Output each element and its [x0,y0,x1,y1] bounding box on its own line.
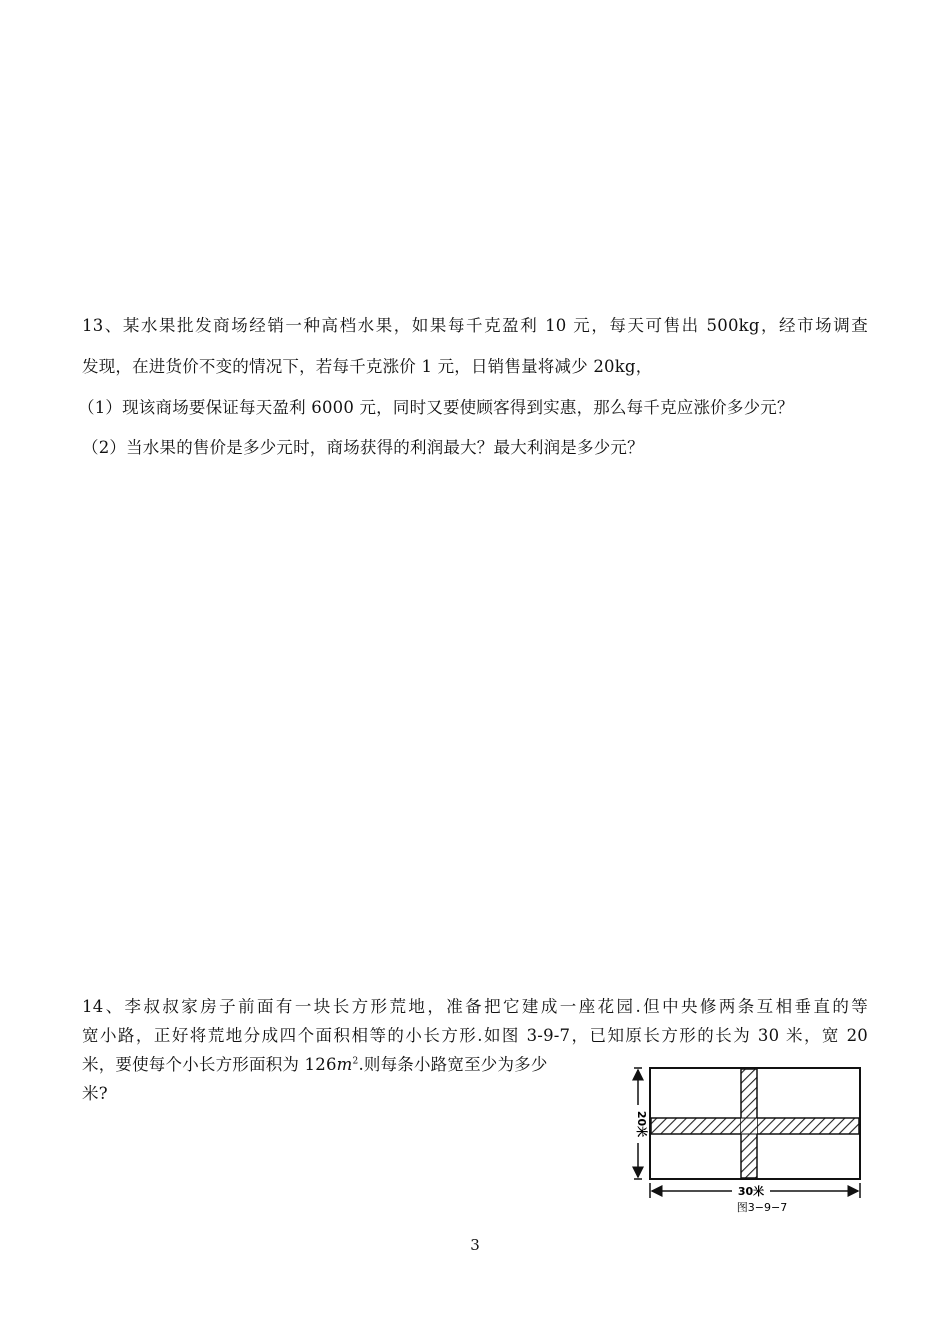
q14-line-3 [82,1051,548,1075]
q14-line-1: 14、李叔叔家房子前面有一块长方形荒地，准备把它建成一座花园.但中央修两条互相垂直的等 [82,997,868,1016]
area-unit [337,1055,359,1074]
q14-line-4: 米? [82,1084,108,1103]
figure-caption: 图3−9−7 [736,1201,788,1214]
path-crossing [741,1118,757,1134]
q13-line-2: 发现，在进货价不变的情况下，若每千克涨价 1 元，日销售量将减少 20kg， [82,357,653,376]
q14-line-3-text: 米，要使每个小长方形面积为 126 [82,1055,337,1074]
q13-part-1: （1）现该商场要保证每天盈利 6000 元，同时又要使顾客得到实惠，那么每千克应涨价多少元？ [78,398,794,417]
unit-m: m [336,1055,353,1074]
width-label: 30米 [737,1185,765,1198]
garden-figure [622,1063,872,1218]
unit-exponent: 2 [352,1056,359,1067]
page-number: 3 [470,1236,480,1254]
height-label: 20米 [635,1110,648,1138]
q14-line-2: 宽小路，正好将荒地分成四个面积相等的小长方形.如图 3-9-7，已知原长方形的长为 30 米，宽 20 [82,1026,868,1045]
q13-line-1: 13、某水果批发商场经销一种高档水果，如果每千克盈利 10 元，每天可售出 500kg，经市场调查 [82,316,868,335]
q14-line-3-tail: .则每条小路宽至少为多少 [358,1055,548,1074]
q13-part-2: （2）当水果的售价是多少元时，商场获得的利润最大？最大利润是多少元？ [82,438,644,457]
